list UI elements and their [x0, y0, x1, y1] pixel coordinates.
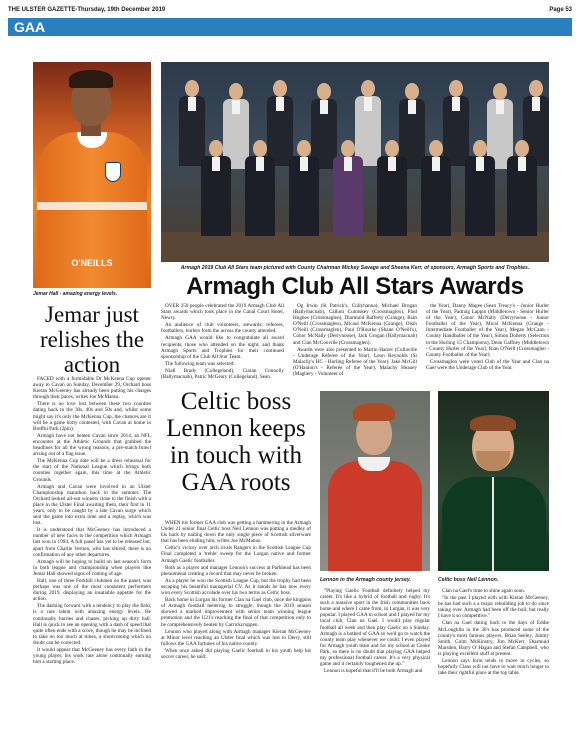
- celtic-story-col-3: [438, 588, 549, 677]
- celtic-coat-shape: [442, 477, 546, 571]
- body-paragraph: It would appear that McGeeney has every faith in the young player, his work rate alone continually earning him a starting place.: [33, 647, 151, 666]
- masthead-paper-date: THE ULSTER GAZETTE-Thursday, 19th December 2019: [8, 7, 166, 13]
- celtic-story-col-2: [320, 588, 430, 675]
- main-story-col-3: [426, 303, 549, 372]
- body-paragraph: The dashing forward with a tendency to play the field, is a rare talent with amazing energy levels. He continually harries and chases, picking up dirty ball. Hall is quick to see an opening with a dash of speed that quite often ends with a score, though he may be inclined to take on too much at times, a shortcoming which no doubt can be corrected.: [33, 603, 151, 646]
- body-paragraph: Armagh GAA would like to congratulate all award recipients, those who attended on the night, and thank Armagh Sports and Trophies for their continued sponsorship of the Club All Star Team.: [161, 335, 284, 360]
- coat-zip: [492, 477, 494, 571]
- body-paragraph: An audience of club volunteers, stewards, referees, footballers, hurlers from the across the county attended.: [161, 322, 284, 335]
- body-paragraph: Both as a player and manager Lennon's success at Parkhead has been phenomenal creating a record that may never be broken.: [161, 564, 311, 577]
- body-paragraph: "Playing Gaelic Football definitely helped my career. It's like a hybrid of football and rugby. It's such a massive sport in the Irish communities back home and where I came from, in Lurgan, it was very popular. I played GAA in school and I played for my local club, Clan na Gael. I would play regular football all week and then play Gaelic on a Sunday. Armagh is a hotbed of GAA so we'd go to watch the county team play whenever we could. I even played for Armagh youth team and for my school at Cooke Park, so there is no doubt that playing GAA helped my professional football career. It's a very physical game and it certainly toughened me up.": [320, 588, 430, 668]
- body-paragraph: There is no love lost between these two counties dating back to the 30s, 40s and 50s and, whilst some might say it's only the McKenna Cup, the chances are it will be a game hotly contested, with Cavan at home in Breffni Park (2pm).: [33, 401, 151, 432]
- body-paragraph: Clan na Gael dating back to the days of Eddie McLoughlin in the 30's has produced some of the county's most famous players, Brian Seeley, Jimmy Smith, Colm McKinstry, Jim McKerr, Diarmuid Marsden, Barry O' Hagan and Stefan Campbell, who is playing excellent stuff at present.: [438, 620, 549, 657]
- body-paragraph: Awards were also presented to Martin Hatzer (Cullaville - Underage Referee of the Year), Leon Reynolds (St Malachy's HC - Hurling Referee of the Year), Jake McGill (O'Hanlon's - Referee of the Year), Malachy Heaney (Maghery - Volunteer of: [293, 346, 417, 378]
- celtic-story-col-1: [161, 520, 311, 661]
- body-paragraph: Lennon who played along with Armagh manager Kieran McGeeney at Minor level reaching an Ulster final which was lost to Derry, still follows the GAA fortunes of his native county.: [161, 628, 311, 647]
- body-paragraph: OVER 250 people celebrated the 2019 Armagh Club All Stars awards which took place in the Canal Court Hotel, Newry.: [161, 303, 284, 322]
- body-paragraph: As a player he won the Scottish League Cup, but the trophy had been escaping his beautiful managerial CV. As it stands he has now every won every Scottish accolade over his two terms as Celtic boss.: [161, 577, 311, 597]
- section-header: GAA: [8, 18, 572, 36]
- manager-hair: [470, 415, 516, 431]
- body-paragraph: Clan na Gael's time to shine again soon.: [442, 588, 526, 594]
- group-photo-caption: Armagh 2019 Club All Stars team pictured with County Chairman Mickey Savage and Sheena Kerr, of sponsors, Armagh Sports and Trophies.: [180, 265, 530, 271]
- armagh-crest-icon: [105, 162, 121, 182]
- body-paragraph: Celtic's victory over arch rivals Rangers in the Scottish League Cup Final completed a 'treble' sweep for the Lurgan native and former Armagh Gaelic footballer.: [161, 545, 311, 564]
- body-paragraph: The following team was selected:: [165, 360, 235, 367]
- photo-floor: [161, 232, 549, 262]
- player-hair: [353, 403, 395, 421]
- body-paragraph: "In the past I played with with Kieran McGeeney, he has had such a a major rebuilding job to do since taking over. Armagh had been off the boil, but really I have it so competitive.": [438, 595, 549, 620]
- body-paragraph: FACED with a formidable Dr McKenna Cup opener away to Cavan on Sunday, December 29, Orchard boss Kieran McGeeney has already been putting his charges through their paces, writes Joe McManus.: [33, 376, 151, 401]
- body-paragraph: Armagh will be hoping to build on last season's form in both league and championship when players like Jemar Hall showed signs of coming of age.: [33, 558, 151, 577]
- body-paragraph: Armagh and Cavan were involved in an Ulster Championship marathon back in the summer. The Orchard looked all-out winners close to the finish with a place in the Ulster Final awaiting them, their first in 11 years, only to be caught by a late Cavan surge which sent the game into extra time and a replay, which was lost.: [33, 483, 151, 527]
- masthead-page-number: Page 53: [549, 7, 572, 13]
- jemar-hall-photo: [33, 62, 151, 288]
- lennon-armagh-jersey-photo: [320, 391, 430, 571]
- main-story-col-2: [293, 303, 417, 378]
- body-paragraph: Back home in Lurgan his former Clan na Gael club, once the kingpins of Armagh football teetering to struggle, though the 2019 season showed a marked improvement with senior team winning league promotion and the U21's reaching the final of that competition only to be comprehensively beaten by Carrickcruppen.: [161, 597, 311, 628]
- masthead: [8, 4, 572, 16]
- red-jersey-shape: [328, 461, 422, 571]
- jersey-stripe: [37, 202, 147, 210]
- jersey-brand-text: O'NEILLS: [71, 258, 113, 268]
- neil-lennon-photo: [438, 391, 549, 571]
- left-story-body: [33, 376, 151, 666]
- player-hair: [69, 70, 113, 88]
- body-paragraph: WHEN his former GAA club was getting a hammering in the Armagh Under 21 senior final Celtic boss Neil Lennon was putting a medley of his back by nailing down the only single piece of Scottish silverware that has been eluding him, writes Joe McManus.: [161, 520, 311, 545]
- main-story-col-1: [161, 303, 284, 381]
- body-paragraph: Lennon is hopeful that it'll be both Armagh and: [324, 668, 423, 675]
- jemar-photo-caption: Jemar Hall - amazing energy levels.: [33, 291, 118, 297]
- body-paragraph: Crossmaglen were voted Club of the Year and Clan na Gael were the Underage Club of the Year.: [426, 358, 549, 371]
- left-story-headline: Jemar just relishes the action: [39, 302, 145, 377]
- body-paragraph: Armagh have not beaten Cavan since 2014, an NFL encounter at the Athletic Grounds that grabbed the headlines for all the wrong reasons, a pre-match brawl arising out of a flag issue.: [33, 432, 151, 458]
- body-paragraph: Lennon says form tends to move in cycles, so hopefully Clans will not have to wait much longer to take their rightful place at the top table.: [438, 658, 549, 677]
- body-paragraph: Hall, one of three Forkhill clubmen on the panel, was perhaps was one of the most consistent performers during 2019, displaying an insatiable appetite for the action.: [33, 578, 151, 603]
- body-paragraph: When once asked did playing Gaelic football in his youth help his soccer career, he said:: [161, 647, 311, 660]
- left-story: [33, 62, 151, 707]
- body-paragraph: Niall Brady (Collegeland), Ciaran Connolly (Ballymacnab), Patric McGeary (Collegeland), Sean: [161, 367, 284, 381]
- neil-lennon-caption: Celtic boss Neil Lennon.: [438, 577, 499, 583]
- main-story-headline: Armagh Club All Stars Awards: [186, 273, 524, 300]
- all-stars-group-photo: [161, 62, 549, 262]
- body-paragraph: The McKenna Cup date will be a dress rehearsal for the start of the National League which brings both counties together again, this time at the Athletic Grounds.: [33, 458, 151, 483]
- lennon-jersey-caption: Lennon in the Armagh county jersey.: [320, 577, 411, 583]
- body-paragraph: the Year), Danny Magee (Sean Treacy's - Junior Hurler of the Year), Padraig Lappin (Middletown - Senior Hurler of the Year), Conor McNally (Derrynoose - Junior Footballer of the Year), Mical McKenna (Grange - Intermediate Footballer of the Year), Megan McCann - County Handballer of the Year), Simon Doherty (Selection to the Hurling 15 Champions), Dean Gaffney (Middletown - County Hurler of the Year), Rian O'Neill (Crossmaglen - County Footballer of the Year).: [426, 303, 549, 358]
- body-paragraph: Og Irwin (St Patrick's, Cullyhanna), Michael Brogan (Ballymacnab), Callum Cumiskey (Crossmaglen), Paul Hughes (Crossmaglen), Diarmuid Rafferty (Grange), Rian O'Neill (Crossmaglen), Micaul McKenna (Grange), Oisin O'Neill (Crossmaglen), Paul O'Rourke (Shane O'Neill's), Conor McNally (Derrynoose), Jack Grogan (Ballymacnab) and Cian McConville (Crossmaglen).: [293, 303, 417, 346]
- body-paragraph: It is understood that McGeeney has introduced a number of new faces to the competition which Armagh last won in 1994. A full panel has yet to be released but, apart from Charlie Vernon, who has retired, there is no confirmation of any other departures.: [33, 527, 151, 558]
- celtic-story-headline: Celtic boss Lennon keeps in touch with GAA roots: [166, 388, 306, 496]
